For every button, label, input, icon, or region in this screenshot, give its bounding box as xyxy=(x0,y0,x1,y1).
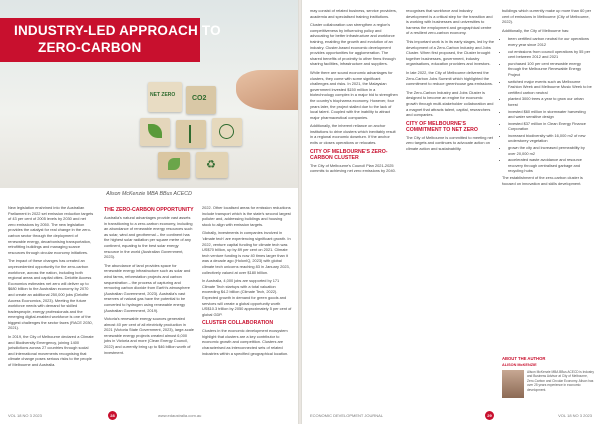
globe-icon xyxy=(219,124,234,139)
paragraph: The City of Melbourne is committed to meeting net zero targets and continues to advocate action on climate action and sustainability. xyxy=(406,134,493,151)
title-line-2: ZERO-CARBON xyxy=(38,40,142,55)
author-bio: Alison McKenzie MBA BBus ACECD is Industry and Business Advisor at City of Melbourne, Zero-Carbon and Circular Economy. Alison has over 25 years experience in economic development. xyxy=(527,370,594,392)
hero-image xyxy=(0,0,298,188)
paragraph: In late 2022, the City of Melbourne delivered the Zero-Carbon Jobs Summit which highlighted the commitment to reduce greenhouse gas emissions. xyxy=(406,69,493,87)
paragraph: Australia's natural advantages provide vast assets in transitioning to a zero-carbon economy, including an abundance of renewable energy resources such as solar, wind and geothermal – the continent has the highest solar radiation per square metre of any continent, equating to the best solar energy resource in the world (Australian Government, 2023). xyxy=(104,215,193,260)
paragraph: recognises that workforce and industry development is a critical step for the transition and is working with businesses and universities to harness the employment and geographical centre of a resilient zero-carbon economy. xyxy=(406,8,493,36)
block-co2: CO2 xyxy=(186,86,216,114)
paragraph: In 2019, the City of Melbourne declared a Climate and Biodiversity Emergency, joining 1400 jurisdictions across 27 countries through social and international movements recognising that climate change poses serious risks to the people of Melbourne and Australia. xyxy=(8,334,94,368)
section-heading: CITY OF MELBOURNE'S COMMITMENT TO NET ZERO xyxy=(406,120,478,133)
paragraph: Additionally, the City of Melbourne has: xyxy=(502,27,570,33)
block-plant xyxy=(158,152,190,178)
list-item: • accelerated waste avoidance and resource recovery through centralised garbage and recycling hubs xyxy=(508,157,592,174)
leaf-icon xyxy=(148,124,162,138)
paragraph: The abundance of land provides space for renewable energy infrastructure such as solar and wind farms, reforestation projects and carbon sequestration – the process of capturing and removing carbon dioxide from Earth's atmosphere (Australian Government, 2023). Australia's vast reserves of natural gas have the potential to be converted to hydrogen using renewable energy (Australian Government, 2019). xyxy=(104,262,191,313)
paragraph: Victoria's renewable energy sources generated almost 40 per cent of all electricity production in 2021 (Victoria State Government, 2023), large-scale renewable energy projects created almost 6,000 jobs in Victoria and more (Clean Energy Council, 2022) and currently bring up to $46 billion worth of investment. xyxy=(104,316,194,355)
author-name: ALISON McKENZIE xyxy=(502,363,537,367)
article-title xyxy=(14,22,221,56)
paragraph: The Zero-Carbon Industry and Jobs Cluster is designed to become an engine for economic growth through multi-stakeholder collaboration and a magnet that attracts talent, capital, researchers and companies. xyxy=(406,89,494,118)
list-item: • planted 3000 trees a year to grow our urban forest xyxy=(508,96,592,107)
paragraph: New legislation enshrined into the Australian Parliament in 2022 set emission reduction targets of 43 per cent of 2005 levels by 2030 and net zero emissions by 2050. The new legislation provides the catalyst for real change in the zero-carbon sector through the deployment of renewable energy, decarbonising transportation, retrofitting buildings and managing scarce resources through circular economy initiatives. xyxy=(8,205,94,255)
title-line-1: INDUSTRY-LED APPROACH TO xyxy=(14,23,221,38)
paragraph: The impact of these changes has created an unprecedented opportunity for the zero-carbon workforce, across the nation, including both regional areas and capital cities. Deloitte Access Economics estimates net zero will deliver up to $680 billion to the Australian economy by 2070 and create an additional 250,000 jobs (Deloitte Access Economics, 2023). Meeting the future workforce needs with demand for skilled tradespeople, energy professionals and the emerging digital-enabled workforce is one of the biggest challenges the sector faces (RACE 2030, 2021). xyxy=(8,258,93,331)
paragraph: may consist of related business, service providers, academia and specialised training institutions. xyxy=(310,8,397,19)
block-wind xyxy=(176,120,206,148)
paragraph: The establishment of the zero-carbon cluster is focused on innovation and skills development. xyxy=(502,175,583,186)
paragraph: Additionally, the inherent reliance on anchor institutions to drive clusters which inevitably result in a regional economic downturn. If the anchor exits or closes operations or relocates. xyxy=(310,123,396,146)
hand-image xyxy=(236,70,298,110)
left-page xyxy=(0,0,298,424)
right-column-3 xyxy=(502,8,592,189)
block-leaf xyxy=(140,118,170,146)
paragraph: Globally, investments in companies involved in 'climate tech' are experiencing significant growth. In 2022, venture capital funding for climate tech was US$70 billion, up by 89 per cent on 2021. Climate tech venture funding is now 40 times larger than it was a decade ago (HolonIQ, 2023) with global climate tech unicorns reaching 83 in January 2023, collectively valued at over $180 billion. xyxy=(202,230,291,275)
paragraph: This important work is in its early stages, led by the development of a Zero-Carbon Industry and Jobs Cluster. When first proposed, the Cluster brought together businesses, government, industry organisations, education providers and investors. xyxy=(406,38,495,67)
section-heading: CITY OF MELBOURNE'S ZERO-CARBON CLUSTER xyxy=(310,148,388,161)
wind-turbine-icon xyxy=(189,125,191,143)
right-footer xyxy=(310,410,592,424)
list-item: • invested $60 million in stormwater harvesting and water sensitive design xyxy=(508,109,592,120)
paragraph: In Australia, 4,000 jobs are supported by 171 Climate Tech startups with a total valuation exceeding $4.2 billion (Climate Tech, 2022). Expected growth in demand for green goods and services will create a global opportunity worth US$10.3 trillion by 2050 approximately 5 per cent of global GDP. xyxy=(202,278,292,317)
author-photo xyxy=(502,370,524,398)
footer-volume: VOL 18 NO 3 2023 xyxy=(558,413,592,418)
block-globe xyxy=(212,118,242,146)
recycle-icon: ♻ xyxy=(206,159,216,171)
footer-volume: VOL 18 NO 3 2023 xyxy=(8,413,42,418)
block-net-zero: NET ZERO xyxy=(148,82,182,112)
list-item: • cut emissions from council operations by 55 per cent between 2012 and 2021 xyxy=(508,49,592,60)
footer-url[interactable]: www.edaustralia.com.au xyxy=(158,413,202,418)
right-column-1 xyxy=(310,8,398,177)
plant-icon xyxy=(168,158,180,170)
right-column-2 xyxy=(406,8,494,154)
list-item: • been certified carbon neutral for our operations every year since 2012 xyxy=(508,36,592,47)
right-page xyxy=(302,0,600,424)
page-number: 29 xyxy=(485,411,494,420)
about-author-heading: ABOUT THE AUTHOR xyxy=(502,356,546,361)
list-item: • increased biodiversity with 16,000 m2 of new understorey vegetation xyxy=(508,133,592,144)
paragraph: The City of Melbourne's Council Plan 2021-2025 commits to achieving net zero emissions by 2040. xyxy=(310,162,396,174)
author-profile xyxy=(502,370,596,404)
list-item: • switched major events such as Melbourne Fashion Week and Melbourne Music Week to be certified carbon neutral xyxy=(508,79,592,96)
paragraph: Cluster collaboration can strengthen a region's competitiveness by influencing policy and advocating for better infrastructure and workforce training, enabling the growth and evolution of an industry. Cluster-based economic development provides opportunities for agglomeration. The shared benefits of proximity to other firms through sharing facilities, infrastructure and suppliers. xyxy=(310,22,396,67)
list-item: • grown the city and increased permeability by over 20,000 m2 xyxy=(508,145,592,156)
left-column-1 xyxy=(8,205,94,371)
paragraph: Clusters in the economic development ecosystem highlight that clusters are a key contributor to economic growth and competition. Clusters are characterised as interconnected sets of related industries within a specified geographical location. xyxy=(202,328,289,356)
left-footer xyxy=(8,410,290,424)
paragraph: 2022. Other localised areas for emission reductions include transport which is the state's second largest polluter and, addressing buildings and housing stock to align with emission targets. xyxy=(202,205,291,227)
section-heading: CLUSTER COLLABORATION xyxy=(202,320,274,327)
block-recycle xyxy=(196,152,228,178)
section-heading: THE ZERO-CARBON OPPORTUNITY xyxy=(104,207,194,213)
page-number: 28 xyxy=(108,411,117,420)
achievements-list xyxy=(502,36,592,174)
left-column-2 xyxy=(104,205,194,358)
paragraph: buildings which currently make up more than 60 per cent of emissions in Melbourne (City of Melbourne, 2022). xyxy=(502,8,592,25)
left-column-3 xyxy=(202,205,292,359)
paragraph: While there are sound economic advantages for clusters, they come with some significant challenges and risks. In 2021, the Malaysian government invested $150 million in a biotechnology complex in a major bid to strengthen the country's biopharma economy. However, four years later, the project stalled due to the lack of local talent. Coupled with the inability to attract major pharmaceutical companies. xyxy=(310,69,398,120)
list-item: • invested $37 million in Clean Energy Finance Corporation xyxy=(508,121,592,132)
footer-journal-title: ECONOMIC DEVELOPMENT JOURNAL xyxy=(310,413,384,418)
list-item: • purchased 100 per cent renewable energy through the Melbourne Renewable Energy Project xyxy=(508,61,592,78)
image-caption: Alison McKenzie MBA BBus ACECD xyxy=(106,191,192,197)
